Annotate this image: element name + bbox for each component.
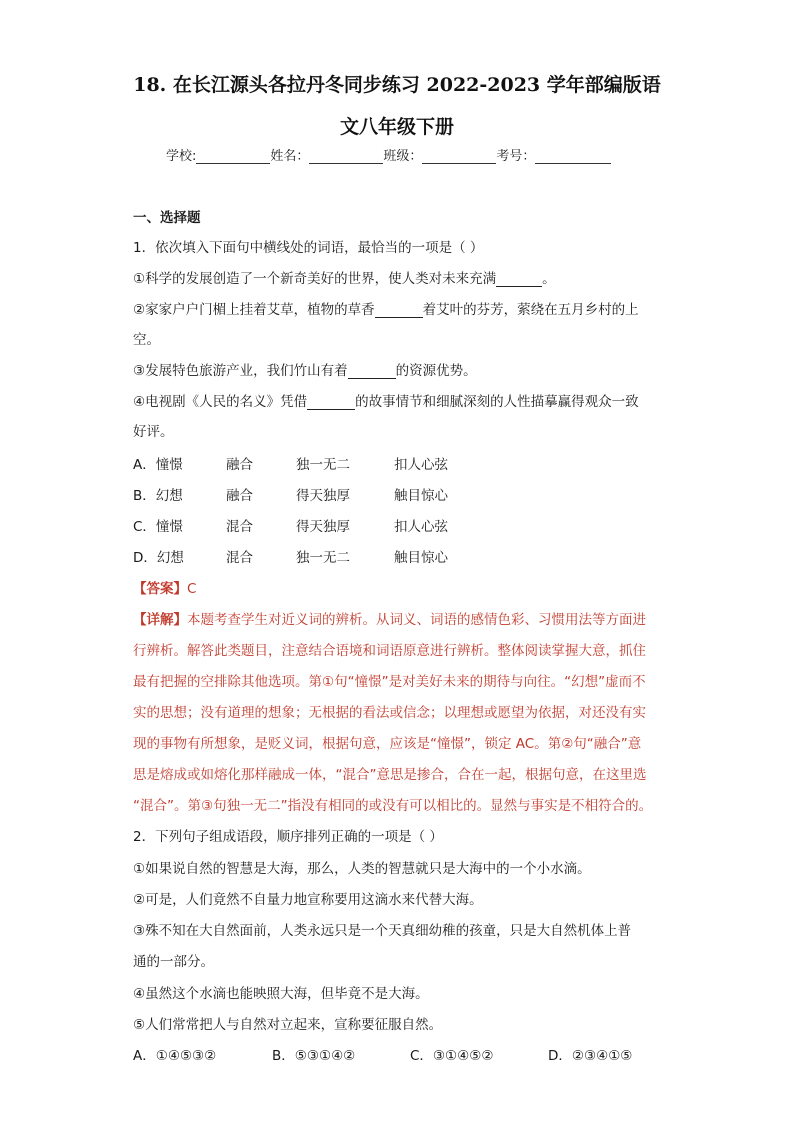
document-title-line2: 文八年级下册: [339, 116, 454, 138]
q1-detail-line: 最有把握的空排除其他选项。第①句“憧憬”是对美好未来的期待与向往。“幻想”虚而不: [133, 674, 646, 690]
q2-sentence: ③殊不知在大自然面前，人类永远只是一个天真细幼稚的孩童，只是大自然机体上普: [133, 923, 632, 939]
school-blank[interactable]: [196, 149, 270, 164]
name-label: 姓名：: [270, 149, 310, 164]
document-title-line1: 18. 在长江源头各拉丹冬同步练习 2022-2023 学年部编版语: [133, 74, 661, 96]
q1-answer: [133, 577, 196, 597]
q2-option-b[interactable]: B．⑤③①④②: [272, 1048, 356, 1064]
q1-detail-line: “混合”。第③句独一无二”指没有相同的或没有可以相比的。显然与事实是不相符合的。: [133, 798, 653, 814]
fill-blank: [496, 272, 542, 287]
exam-no-label: 考号：: [496, 149, 536, 164]
fill-blank: [307, 395, 355, 410]
q1-detail-line: 现的事物有所想象，是贬义词，根据句意，应该是“憧憬”，锁定 AC。第②句“融合”意: [133, 736, 642, 752]
answer-value: C: [187, 581, 197, 597]
q1-sentence-3: ③发展特色旅游产业，我们竹山有着 的资源优势。: [133, 363, 477, 379]
q1-sentence-4-cont: 好评。: [133, 424, 174, 440]
q1-detail-line: 行辨析。解答此类题目，注意结合语境和词语原意进行辨析。整体阅读掌握大意，抓住: [133, 643, 646, 659]
class-blank[interactable]: [422, 149, 496, 164]
q2-option-a[interactable]: A．①④⑤③②: [133, 1048, 217, 1064]
q2-sentence: 通的一部分。: [133, 954, 214, 970]
q1-stem: 1．依次填入下面句中横线处的词语，最恰当的一项是（ ）: [133, 240, 484, 256]
section-heading: 一、选择题: [133, 210, 201, 226]
q2-sentence: ④虽然这个水滴也能映照大海，但毕竟不是大海。: [133, 986, 429, 1002]
answer-tag: 【答案】: [133, 581, 187, 597]
document-page: 18. 在长江源头各拉丹冬同步练习 2022-2023 学年部编版语 文八年级下册 学校: 姓名： 班级： 考号： 一、选择题 1．依次填入下面句中横线处的词语，最恰当的一项是（ ） ①科学的发展创造了一个新奇美好的世界，使人类对未来充满 。 ②家家户户门楣上挂着艾草，植物的草香 着艾叶的芬芳，萦绕在五月乡村的上 空。 ③发展特色旅游产业，我们竹山有着 的资源优势。 ④电视剧《人民的名义》凭借 的故事情节和细腻深刻的人性描摹赢得观众一致 好评。 A．憧憬 融合 独一无二 扣人心弦 B．幻想 融合 得天独厚 触目惊心 C．憧憬 混合 得天独厚 扣人心弦 D．幻想 混合 独一无二 触目惊心 【答案】C 【详解】本题考查学生对近义词的辨析。从词义、词语的感情色彩、习惯用法等方面进 行辨析。解答此类题目，注意结合语境和词语原意进行辨析。整体阅读掌握大意，抓住 最有把握的空排除其他选项。第①句“憧憬”是对美好未来的期待与向往。“幻想”虚而不 实的思想；没有道理的想象；无根据的看法或信念；以理想或愿望为依据，对还没有实 现的事物有所想象，是贬义词，根据句意，应该是“憧憬”，锁定 AC。第②句“融合”意 思是熔成或如熔化那样融成一体，“混合”意思是掺合，合在一起，根据句意，在这里选 “混合”。第③句独一无二”指没有相同的或没有可以相比的。显然与事实是不相符合的。 2．下列句子组成语段，顺序排列正确的一项是（ ） ①如果说自然的智慧是大海，那么，人类的智慧就只是大海中的一个小水滴。 ②可是，人们竟然不自量力地宣称要用这滴水来代替大海。 ③殊不知在大自然面前，人类永远只是一个天真细幼稚的孩童，只是大自然机体上普 通的一部分。 ④虽然这个水滴也能映照大海，但毕竟不是大海。 ⑤人们常常把人与自然对立起来，宣称要征服自然。 A．①④⑤③② B．⑤③①④② C．③①④⑤② D．②③④①⑤: [0, 0, 794, 1123]
q2-sentence: ⑤人们常常把人与自然对立起来，宣称要征服自然。: [133, 1017, 443, 1033]
school-label: 学校:: [166, 149, 197, 164]
q2-sentence: ①如果说自然的智慧是大海，那么，人类的智慧就只是大海中的一个小水滴。: [133, 861, 591, 877]
class-label: 班级：: [383, 149, 423, 164]
q1-sentence-2-cont: 空。: [133, 332, 160, 348]
exam-no-blank[interactable]: [535, 149, 611, 164]
fill-blank: [375, 303, 423, 318]
q1-sentence-4: ④电视剧《人民的名义》凭借 的故事情节和细腻深刻的人性描摹赢得观众一致: [133, 394, 639, 410]
detail-tag: 【详解】: [133, 612, 187, 628]
q1-sentence-1: ①科学的发展创造了一个新奇美好的世界，使人类对未来充满 。: [133, 271, 556, 287]
q2-option-d[interactable]: D．②③④①⑤: [548, 1048, 633, 1064]
q2-sentence: ②可是，人们竟然不自量力地宣称要用这滴水来代替大海。: [133, 892, 483, 908]
q2-option-c[interactable]: C．③①④⑤②: [410, 1048, 494, 1064]
student-info-fields: [166, 145, 611, 164]
q1-detail-line: 实的思想；没有道理的想象；无根据的看法或信念；以理想或愿望为依据，对还没有实: [133, 705, 646, 721]
fill-blank: [348, 364, 396, 379]
q2-stem: 2．下列句子组成语段，顺序排列正确的一项是（ ）: [133, 829, 443, 845]
q1-sentence-2: ②家家户户门楣上挂着艾草，植物的草香 着艾叶的芬芳，萦绕在五月乡村的上: [133, 302, 639, 318]
name-blank[interactable]: [309, 149, 383, 164]
q1-detail-line: 思是熔成或如熔化那样融成一体，“混合”意思是掺合，合在一起，根据句意，在这里选: [133, 767, 647, 783]
q1-detail-line: 【详解】本题考查学生对近义词的辨析。从词义、词语的感情色彩、习惯用法等方面进: [133, 612, 646, 628]
